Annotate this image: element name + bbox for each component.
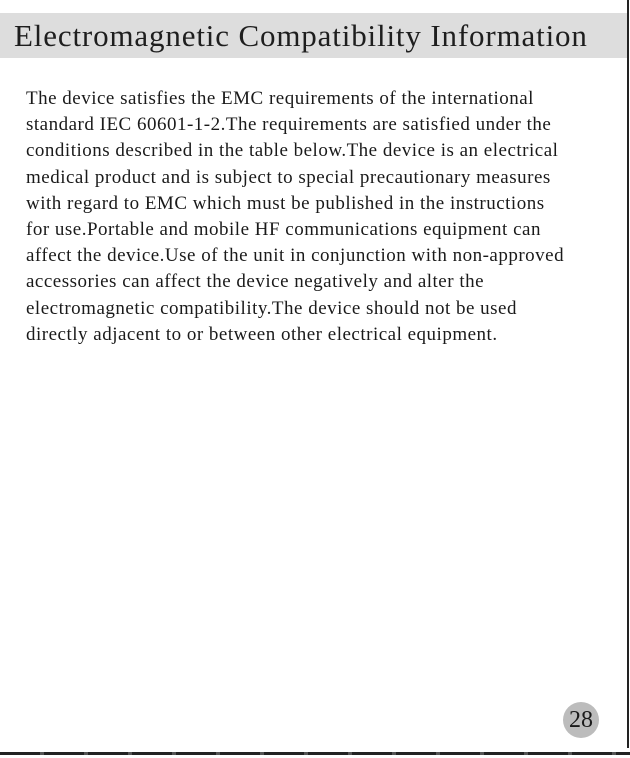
body-paragraph bbox=[26, 86, 612, 348]
bottom-rule bbox=[0, 752, 630, 755]
page-number: 28 bbox=[569, 706, 593, 733]
body-line: conditions described in the table below.The device is an electrical bbox=[26, 140, 559, 162]
body-line: affect the device.Use of the unit in conjunction with non-approved bbox=[26, 245, 565, 267]
page-title: Electromagnetic Compatibility Information bbox=[14, 17, 588, 53]
body-line: electromagnetic compatibility.The device should not be used bbox=[26, 297, 517, 319]
body-line: directly adjacent to or between other electrical equipment. bbox=[26, 323, 498, 345]
body-line: medical product and is subject to special precautionary measures bbox=[26, 166, 551, 188]
body-line: with regard to EMC which must be published in the instructions bbox=[26, 192, 545, 214]
body-line: standard IEC 60601-1-2.The requirements are satisfied under the bbox=[26, 114, 552, 136]
body-line: accessories can affect the device negatively and alter the bbox=[26, 271, 485, 293]
page-right-border bbox=[627, 0, 629, 748]
body-line: The device satisfies the EMC requirements of the international bbox=[26, 88, 534, 109]
title-band bbox=[0, 13, 627, 58]
page-number-badge bbox=[563, 702, 599, 738]
body-line: for use.Portable and mobile HF communications equipment can bbox=[26, 219, 541, 241]
